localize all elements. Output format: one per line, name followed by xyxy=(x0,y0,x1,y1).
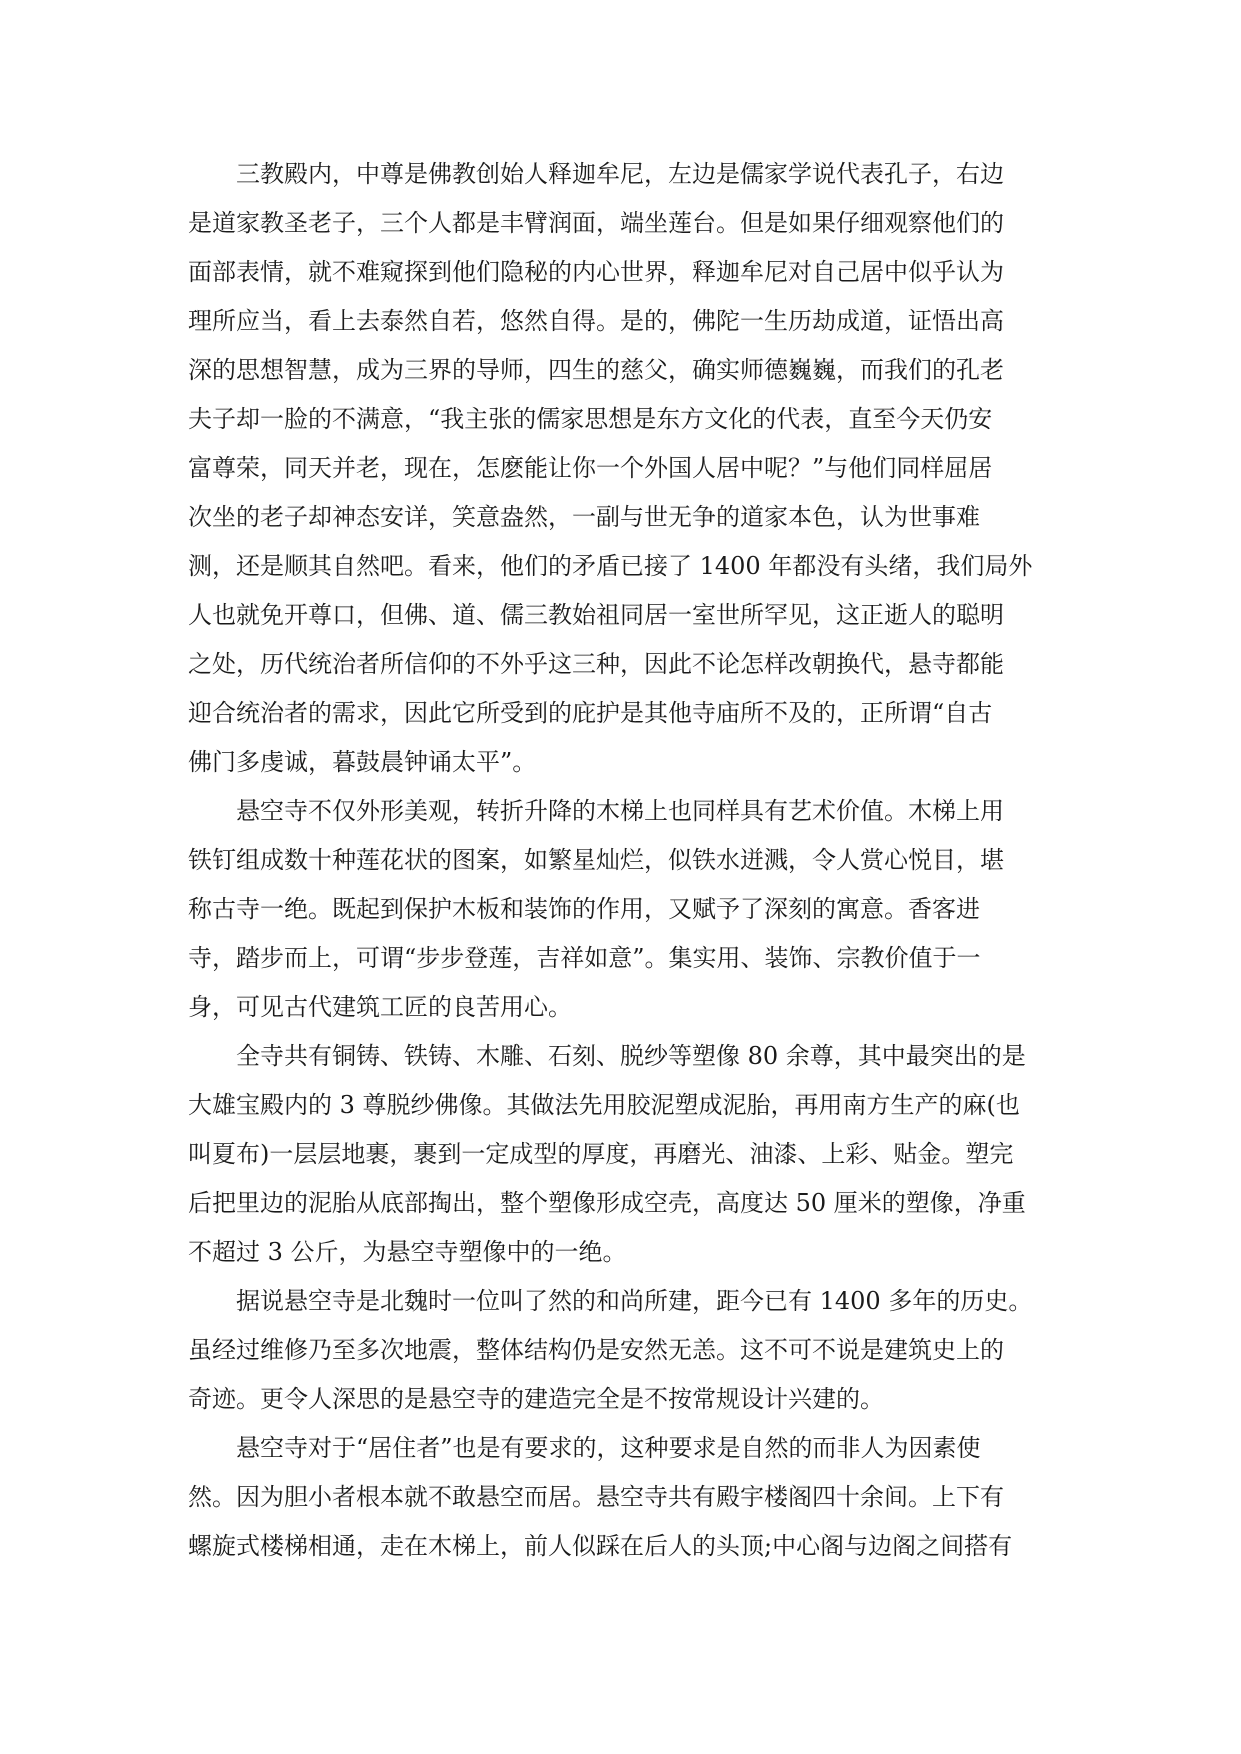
text-line: 夫子却一脸的不满意，“我主张的儒家思想是东方文化的代表，直至今天仍安 xyxy=(188,405,993,433)
text-line: 面部表情，就不难窥探到他们隐秘的内心世界，释迦牟尼对自己居中似乎认为 xyxy=(188,258,1004,286)
text-line: 奇迹。更令人深思的是悬空寺的建造完全是不按常规设计兴建的。 xyxy=(188,1385,884,1413)
text-line: 不超过 3 公斤，为悬空寺塑像中的一绝。 xyxy=(188,1238,627,1266)
text-line: 称古寺一绝。既起到保护木板和装饰的作用，又赋予了深刻的寓意。香客进 xyxy=(188,895,980,923)
text-line: 后把里边的泥胎从底部掏出，整个塑像形成空壳，高度达 50 厘米的塑像，净重 xyxy=(188,1189,1026,1217)
text-line: 叫夏布)一层层地裹，裹到一定成型的厚度，再磨光、油漆、上彩、贴金。塑完 xyxy=(188,1140,1014,1168)
paragraph-sanjiao-hall xyxy=(188,150,1054,787)
text-line: 大雄宝殿内的 3 尊脱纱佛像。其做法先用胶泥塑成泥胎，再用南方生产的麻(也 xyxy=(188,1091,1020,1119)
text-line: 富尊荣，同天并老，现在，怎麽能让你一个外国人居中呢？”与他们同样屈居 xyxy=(188,454,993,482)
text-line: 寺，踏步而上，可谓“步步登莲，吉祥如意”。集实用、装饰、宗教价值于一 xyxy=(188,944,981,972)
text-line: 是道家教圣老子，三个人都是丰臂润面，端坐莲台。但是如果仔细观察他们的 xyxy=(188,209,1004,237)
text-line: 三教殿内，中尊是佛教创始人释迦牟尼，左边是儒家学说代表孔子，右边 xyxy=(236,160,1004,188)
paragraph-residents xyxy=(188,1424,1054,1571)
paragraph-history xyxy=(188,1277,1054,1424)
text-line: 次坐的老子却神态安详，笑意盎然，一副与世无争的道家本色，认为世事难 xyxy=(188,503,980,531)
text-line: 据说悬空寺是北魏时一位叫了然的和尚所建，距今已有 1400 多年的历史。 xyxy=(236,1287,1033,1315)
text-line: 铁钉组成数十种莲花状的图案，如繁星灿烂，似铁水迸溅，令人赏心悦目，堪 xyxy=(188,846,1004,874)
text-line: 迎合统治者的需求，因此它所受到的庇护是其他寺庙所不及的，正所谓“自古 xyxy=(188,699,993,727)
text-line: 之处，历代统治者所信仰的不外乎这三种，因此不论怎样改朝换代，悬寺都能 xyxy=(188,650,1004,678)
text-line: 深的思想智慧，成为三界的导师，四生的慈父，确实师德巍巍，而我们的孔老 xyxy=(188,356,1004,384)
paragraph-statues xyxy=(188,1032,1054,1277)
text-line: 悬空寺对于“居住者”也是有要求的，这种要求是自然的而非人为因素使 xyxy=(236,1434,981,1462)
text-line: 佛门多虔诚，暮鼓晨钟诵太平”。 xyxy=(188,748,537,776)
paragraph-wooden-stairs xyxy=(188,787,1054,1032)
text-line: 测，还是顺其自然吧。看来，他们的矛盾已接了 1400 年都没有头绪，我们局外 xyxy=(188,552,1033,580)
text-line: 然。因为胆小者根本就不敢悬空而居。悬空寺共有殿宇楼阁四十余间。上下有 xyxy=(188,1483,1004,1511)
text-line: 理所应当，看上去泰然自若，悠然自得。是的，佛陀一生历劫成道，证悟出高 xyxy=(188,307,1004,335)
text-line: 人也就免开尊口，但佛、道、儒三教始祖同居一室世所罕见，这正逝人的聪明 xyxy=(188,601,1004,629)
text-line: 悬空寺不仅外形美观，转折升降的木梯上也同样具有艺术价值。木梯上用 xyxy=(236,797,1004,825)
text-line: 身，可见古代建筑工匠的良苦用心。 xyxy=(188,993,572,1021)
text-line: 虽经过维修乃至多次地震，整体结构仍是安然无恙。这不可不说是建筑史上的 xyxy=(188,1336,1004,1364)
document-body xyxy=(188,150,1054,1571)
text-line: 螺旋式楼梯相通，走在木梯上，前人似踩在后人的头顶;中心阁与边阁之间搭有 xyxy=(188,1532,1013,1560)
text-line: 全寺共有铜铸、铁铸、木雕、石刻、脱纱等塑像 80 余尊，其中最突出的是 xyxy=(236,1042,1026,1070)
